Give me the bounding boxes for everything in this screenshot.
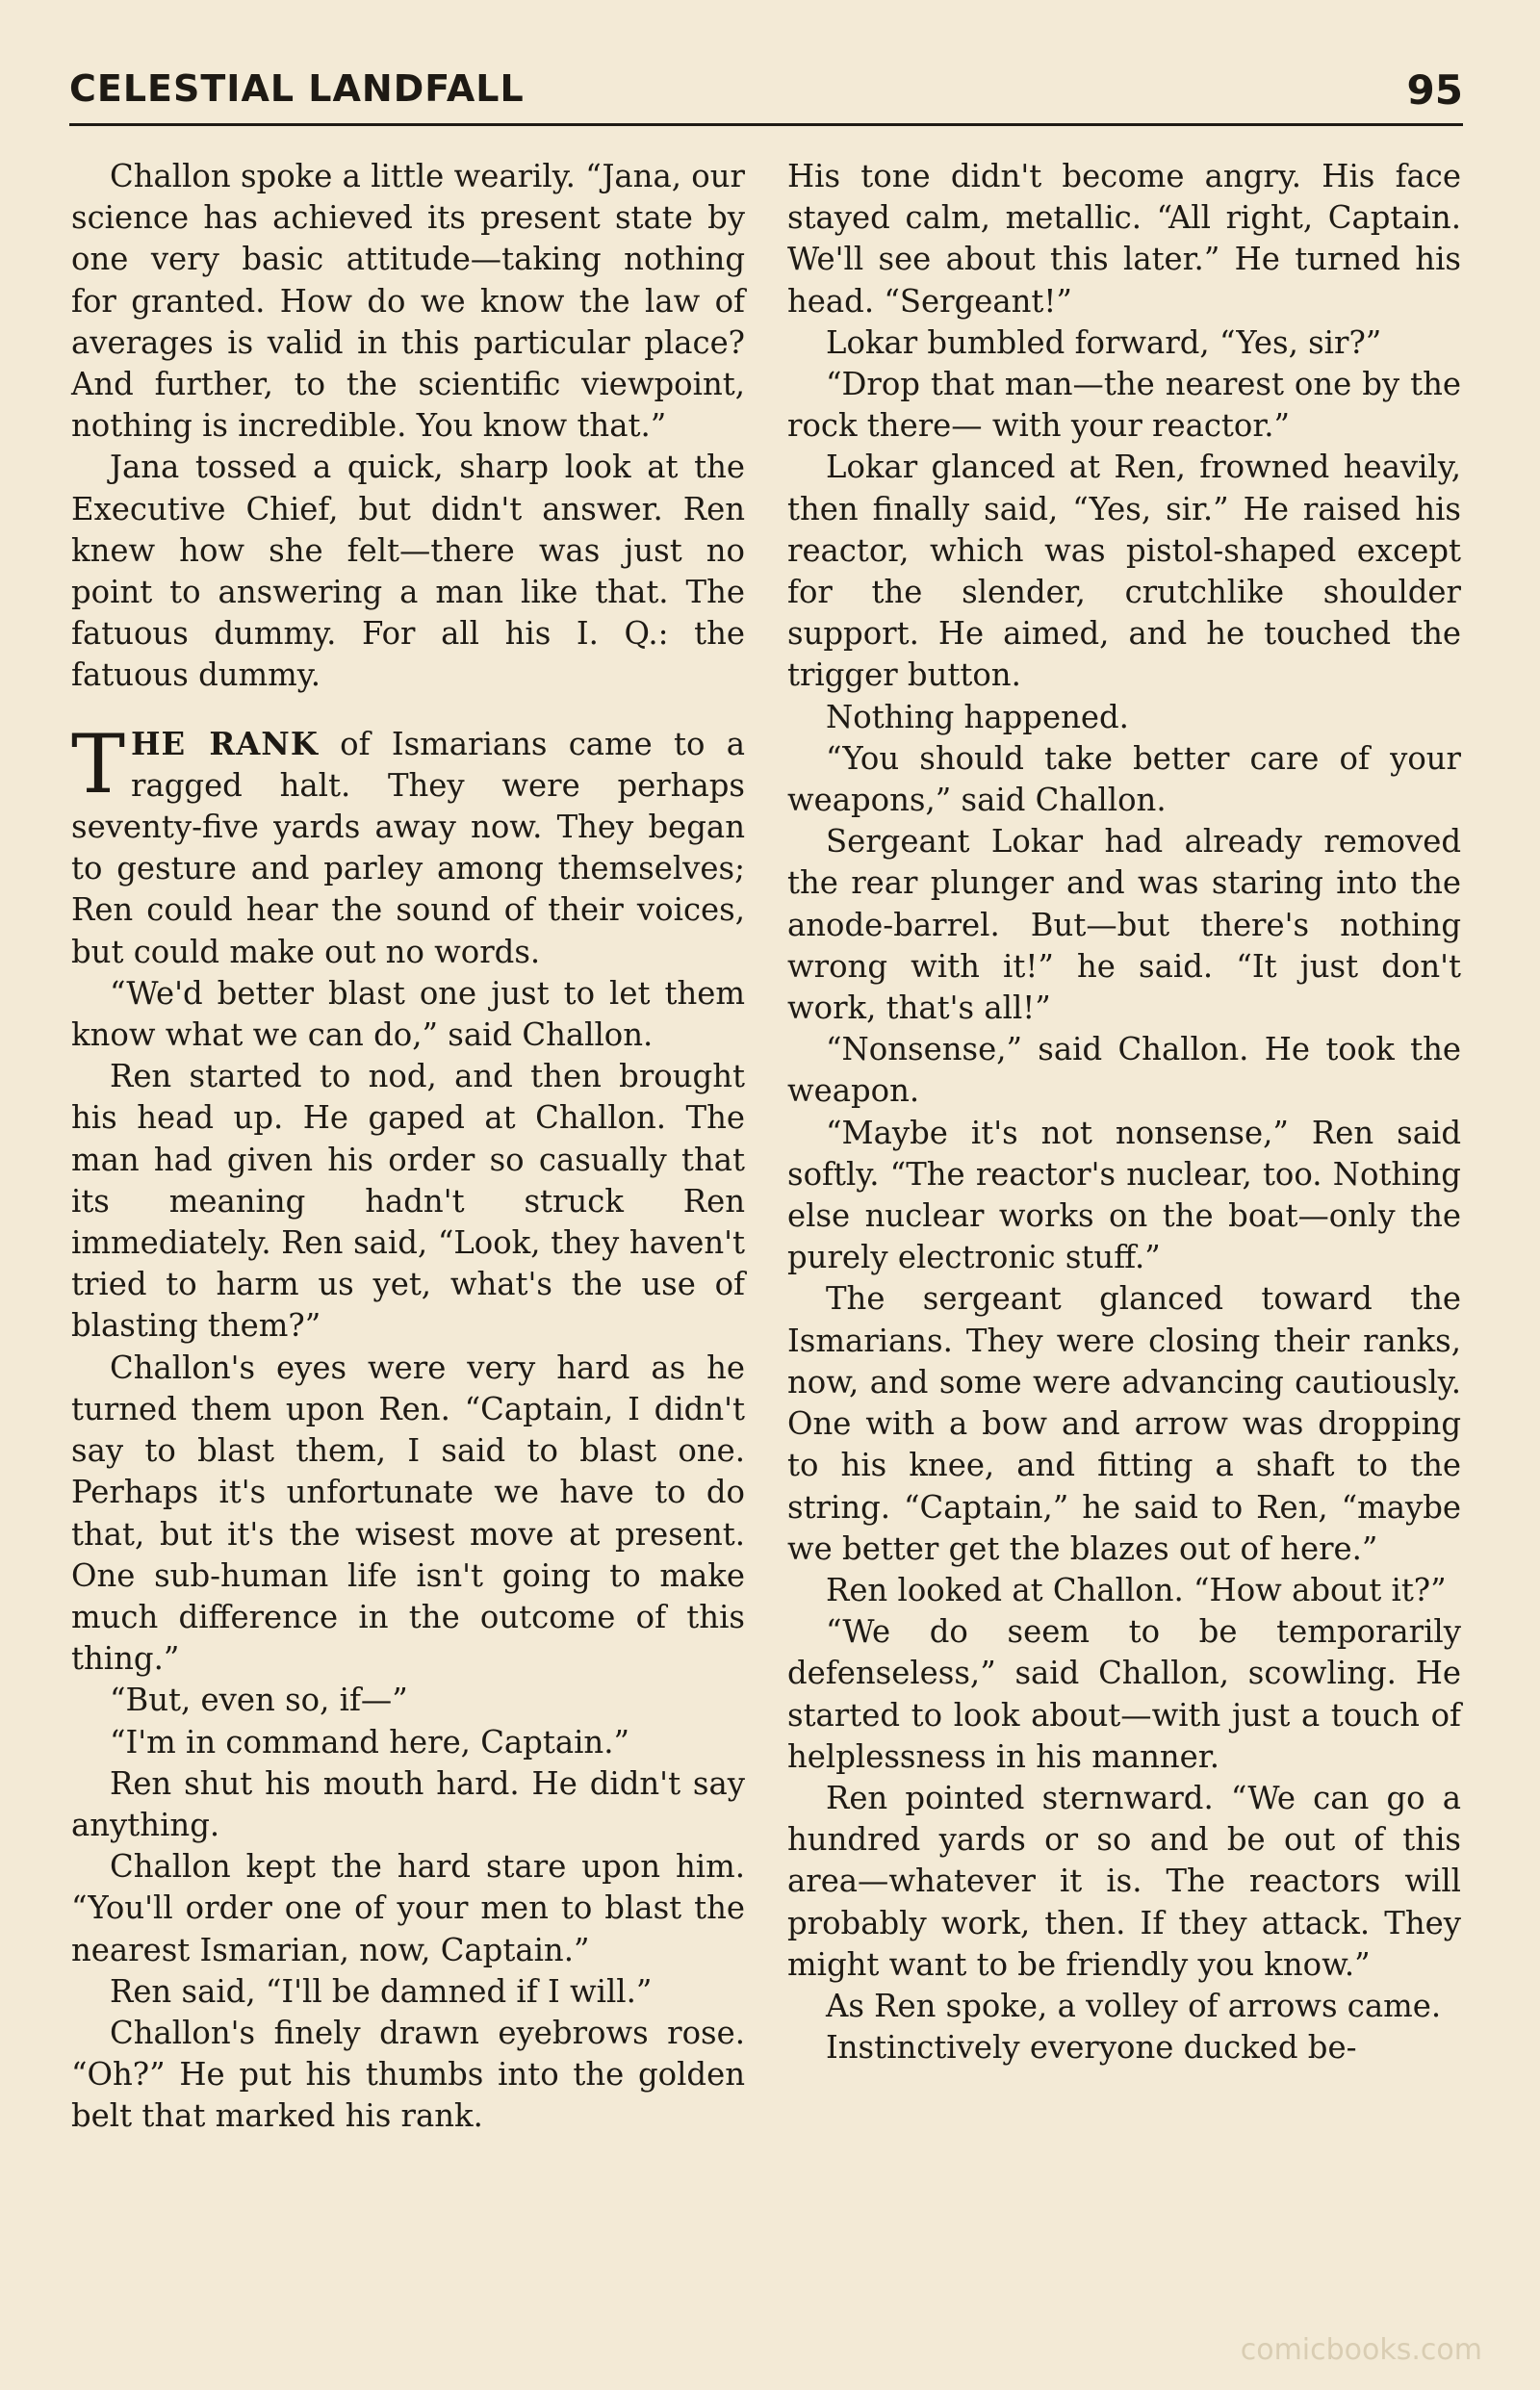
- paragraph: Lokar bumbled forward, “Yes, sir?”: [826, 323, 1382, 361]
- paragraph: Ren looked at Challon. “How about it?”: [826, 1571, 1447, 1608]
- paragraph: “We'd better blast one just to let them know what we can do,” said Challon.: [71, 974, 745, 1054]
- paragraph: “Nonsense,” said Challon. He took the weapon.: [787, 1031, 1461, 1110]
- paragraph: Ren said, “I'll be damned if I will.”: [110, 1972, 653, 2010]
- paragraph: Jana tossed a quick, sharp look at the Executive Chief, but didn't answer. Ren knew how she felt—there was just no point to answering a man like that. The fatuous dummy. For all his I. Q.: the fatuous dummy.: [71, 449, 745, 694]
- right-column: [787, 156, 1461, 2069]
- paragraph: Challon's eyes were very hard as he turned them upon Ren. “Captain, I didn't say to blast them, I said to blast one. Perhaps it's unfortunate we have to do that, but it's the wisest move at present. One sub-human life isn't going to make much difference in the outcome of this thing.”: [71, 1349, 745, 1678]
- paragraph: Ren pointed sternward. “We can go a hundred yards or so and be out of this area—whatever it is. The reactors will probably work, then. If they attack. They might want to be friendly you know.”: [787, 1779, 1461, 1983]
- paragraph: “We do seem to be temporarily defenseless,” said Challon, scowling. He started to look about—with just a touch of helplessness in his manner.: [787, 1613, 1461, 1775]
- drop-cap: T: [71, 716, 126, 811]
- paragraph: Instinctively everyone ducked be-: [826, 2029, 1357, 2067]
- watermark: comicbooks.com: [1240, 2333, 1482, 2367]
- paragraph: “Drop that man—the nearest one by the rock there— with your reactor.”: [787, 366, 1461, 445]
- paragraph: “But, even so, if—”: [110, 1682, 408, 1719]
- paragraph: Nothing happened.: [826, 698, 1129, 735]
- paragraph: “Maybe it's not nonsense,” Ren said softly. “The reactor's nuclear, too. Nothing else nuclear works on the boat—only the purely electronic stuff.”: [787, 1114, 1461, 1276]
- paragraph: “I'm in command here, Captain.”: [110, 1723, 629, 1760]
- story-title: CELESTIAL LANDFALL: [69, 67, 525, 110]
- paragraph: Challon's finely drawn eyebrows rose. “Oh?” He put his thumbs into the golden belt that marked his rank.: [71, 2014, 745, 2135]
- section-opening-paragraph: [71, 716, 745, 973]
- paragraph-text: of Ismarians came to a ragged halt. They were perhaps seventy-five yards away now. They began to gesture and parley among themselves; Ren could hear the sound of their voices, but could make out no words.: [71, 725, 745, 970]
- paragraph: Lokar glanced at Ren, frowned heavily, then finally said, “Yes, sir.” He raised his reactor, which was pistol-shaped except for the slender, crutchlike shoulder support. He aimed, and he touched the trigger button.: [787, 449, 1461, 694]
- paragraph: Sergeant Lokar had already removed the rear plunger and was staring into the anode-barrel. But—but there's nothing wrong with it!” he said. “It just don't work, that's all!”: [787, 823, 1461, 1027]
- paragraph: Ren started to nod, and then brought his head up. He gaped at Challon. The man had given his order so casually that its meaning hadn't struck Ren immediately. Ren said, “Look, they haven't tried to harm us yet, what's the use of blasting them?”: [71, 1058, 745, 1345]
- paragraph: Challon spoke a little wearily. “Jana, our science has achieved its present state by one very basic attitude—taking nothing for granted. How do we know the law of averages is valid in this particular place? And further, to the scientific viewpoint, nothing is incredible. You know that.”: [71, 158, 745, 445]
- paragraph: As Ren spoke, a volley of arrows came.: [826, 1987, 1442, 2024]
- paragraph: Ren shut his mouth hard. He didn't say anything.: [71, 1764, 745, 1843]
- page-number: 95: [1406, 66, 1463, 114]
- lead-in: HE RANK: [131, 725, 319, 762]
- running-head: [69, 56, 1463, 126]
- left-column: [71, 156, 745, 2138]
- paragraph: His tone didn't become angry. His face stayed calm, metallic. “All right, Captain. We'll see about this later.” He turned his head. “Sergeant!”: [787, 158, 1461, 320]
- paragraph: The sergeant glanced toward the Ismarians. They were closing their ranks, now, and some were advancing cautiously. One with a bow and arrow was dropping to his knee, and fitting a shaft to the string. “Captain,” he said to Ren, “maybe we better get the blazes out of here.”: [787, 1280, 1461, 1567]
- paragraph: Challon kept the hard stare upon him. “You'll order one of your men to blast the nearest Ismarian, now, Captain.”: [71, 1848, 745, 1968]
- paragraph: “You should take better care of your weapons,” said Challon.: [787, 739, 1461, 819]
